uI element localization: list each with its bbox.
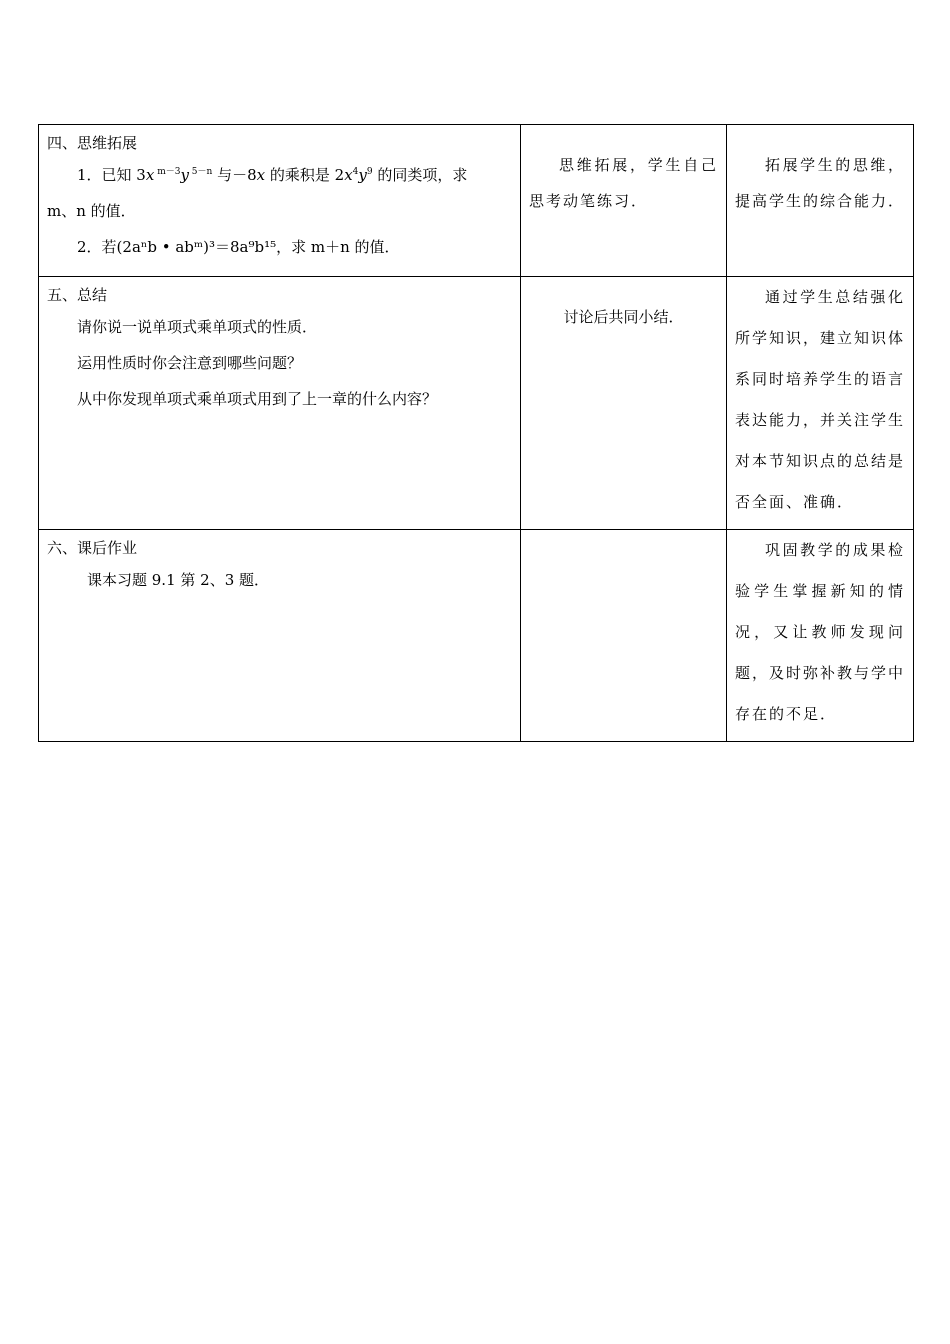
content-line: 从中你发现单项式乘单项式用到了上一章的什么内容？ bbox=[77, 390, 438, 408]
intent-cell bbox=[727, 125, 914, 277]
intent-cell bbox=[727, 277, 914, 530]
content-line: 1．已知 3x $^{m-3}$y $^{5-n}$ 与－8x 的乘积是 $2x^4y^9$ 的同类项，求 bbox=[77, 166, 468, 184]
intent-text: 通过学生总结强化所学知识，建立知识体系同时培养学生的语言表达能力，并关注学生对本节知识点的总结是否全面、准确． bbox=[735, 288, 906, 511]
section-title: 五、总结 bbox=[47, 286, 108, 304]
table-row bbox=[39, 125, 914, 277]
content-line: m、n 的值． bbox=[47, 202, 136, 220]
table-row bbox=[39, 530, 914, 742]
content-cell bbox=[39, 125, 521, 277]
content-line: 请你说一说单项式乘单项式的性质． bbox=[77, 318, 318, 336]
content-line: 运用性质时你会注意到哪些问题？ bbox=[77, 354, 303, 372]
content-line: 课本习题 9.1 第 2、3 题． bbox=[87, 571, 270, 589]
lesson-plan-table bbox=[38, 124, 914, 742]
table-row bbox=[39, 277, 914, 530]
activity-cell bbox=[521, 125, 727, 277]
intent-cell bbox=[727, 530, 914, 742]
section-title: 六、课后作业 bbox=[47, 539, 138, 557]
activity-cell bbox=[521, 277, 727, 530]
intent-text: 巩固教学的成果检验学生掌握新知的情况，又让教师发现问题，及时弥补教与学中存在的不足． bbox=[735, 541, 906, 723]
section-title: 四、思维拓展 bbox=[47, 134, 138, 152]
activity-text: 思维拓展，学生自己思考动笔练习． bbox=[529, 156, 718, 210]
intent-text: 拓展学生的思维，提高学生的综合能力． bbox=[735, 156, 906, 210]
activity-text: 讨论后共同小结． bbox=[563, 308, 684, 326]
content-cell bbox=[39, 530, 521, 742]
activity-cell bbox=[521, 530, 727, 742]
content-cell bbox=[39, 277, 521, 530]
content-line: 2．若(2aⁿb • abᵐ)³＝8a⁹b¹⁵，求 m＋n 的值． bbox=[77, 238, 400, 256]
activity-text bbox=[521, 530, 726, 540]
